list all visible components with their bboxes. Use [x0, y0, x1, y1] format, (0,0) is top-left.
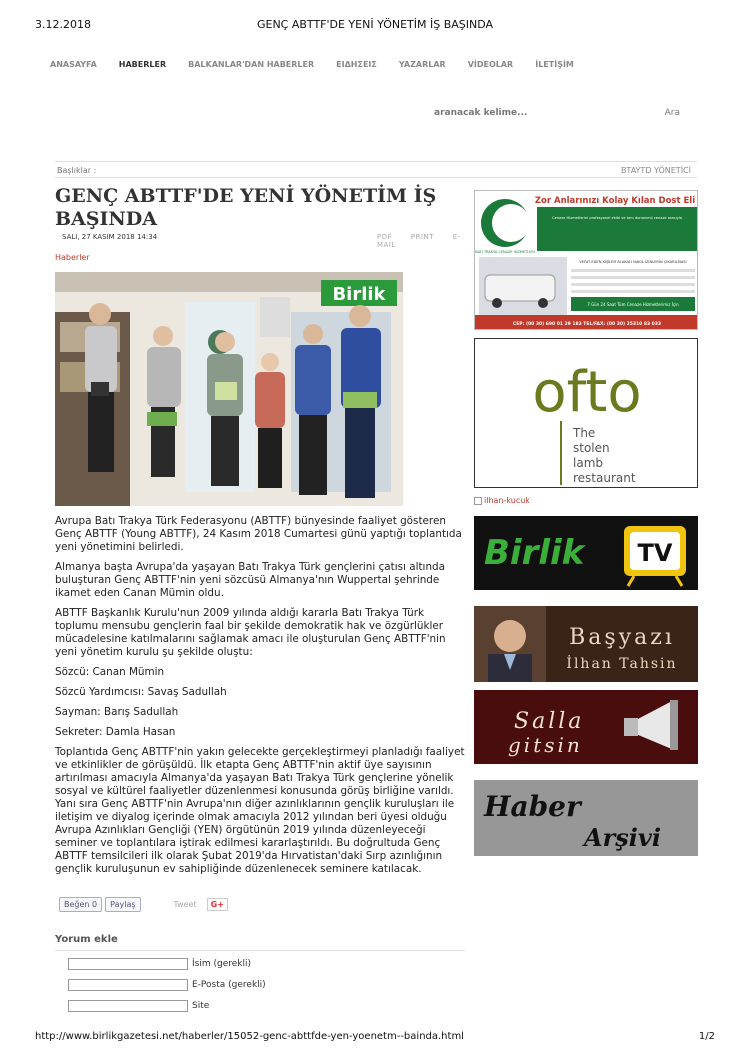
basyazi-author: İlhan Tahsin [566, 656, 678, 672]
site-label: Site [192, 1001, 210, 1011]
print-url: http://www.birlikgazetesi.net/haberler/15052-genc-abttfde-yen-yoenetm--bainda.html [35, 1031, 464, 1042]
person-3 [207, 332, 243, 486]
search-bar [434, 108, 694, 118]
ofto-line-4: restaurant [573, 471, 636, 485]
cenaze-text-1: Cenaze Hizmetlerini profesyonel ekibi ve tam donanımlı cenaze aracıyla [552, 216, 682, 220]
print-button[interactable]: PRINT [410, 233, 435, 241]
facebook-like-button[interactable]: Beğen 0 [59, 897, 102, 912]
arsiv-line-1: Haber [484, 790, 581, 823]
board-deputy-spokesperson: Sözcü Yardımcısı: Savaş Sadullah [55, 686, 227, 698]
cenaze-service: 7 Gün 24 Saat Tüm Cenaze Hizmetlerimiz İçin [587, 302, 679, 307]
board-secretary: Sekreter: Damla Hasan [55, 726, 176, 738]
ofto-restaurant-ad[interactable] [474, 338, 698, 488]
tv-brand: Birlik [484, 533, 585, 573]
cenaze-ad-banner[interactable] [474, 190, 698, 330]
photo-birlik-logo: Birlik [332, 284, 386, 305]
article-body [55, 515, 465, 883]
print-page-number: 1/2 [698, 1031, 715, 1042]
cenaze-headline: Zor Anlarınızı Kolay Kılan Dost Eli [534, 196, 696, 206]
comment-email-row [68, 979, 266, 991]
print-date: 3.12.2018 [35, 18, 91, 31]
basyazi-title: Başyazı [569, 625, 675, 650]
ofto-logo: ofto [532, 360, 642, 425]
search-button[interactable]: Ara [664, 108, 680, 118]
birlik-tv-banner[interactable] [474, 516, 698, 590]
tweet-button[interactable]: Tweet [173, 900, 197, 909]
search-input[interactable]: aranacak kelime... [434, 108, 528, 118]
ofto-line-3: lamb [573, 456, 603, 470]
headlines-bar [55, 161, 697, 178]
print-title: GENÇ ABTTF'DE YENİ YÖNETİM İŞ BAŞINDA [256, 18, 494, 31]
main-nav [50, 60, 596, 69]
google-plus-button[interactable]: G+ [207, 898, 228, 911]
article-paragraph: Toplantıda Genç ABTTF'nin yakın gelecekte gerçekleştirmeyi planladığı faaliyet ve etkinlikler de görüşüldü. İlk etapta Genç ABTTF'nin aktif üye sayısının artırılması amacıyla Almanya'da yaşayan Batı Trakya Türk gençlerine yönelik sosyal ve kültürel faaliyetler düzenlenmesi konusunda görüş birliğine varıldı. Yanı sıra Genç ABTTF'nin Avrupa'nın diğer azınlıklarının gençlik kuruluşları ile iletişim ve diyalog içerinde olmak amacıyla 2012 yılından beri üyesi olduğu Avrupa Azınlıkları Gençliği (YEN) örgütünün 2019 yılında düzenleyeceği seminer ve toplantılara iştirak edilmesi kararlaştırıldı. Bu doğrultuda Genç ABTTF temsilcileri ilk olarak Şubat 2019'da Hırvatistan'daki Sırp azınlığının gençlik kuruluşunun ev sahipliğinde düzenlenecek seminere katılacak. [55, 746, 465, 875]
group-photo-graphic [55, 272, 403, 506]
nav-yazarlar[interactable]: YAZARLAR [398, 60, 446, 69]
article-tools [377, 233, 462, 249]
article-paragraph: Almanya başta Avrupa'da yaşayan Batı Trakya Türk gençlerini çatısı altında buluşturan Genç ABTTF'nin yeni sözcüsü Almanya'nın Wuppertal şehrinde ikamet eden Canan Mümin oldu. [55, 561, 445, 599]
nav-balkanlar[interactable]: BALKANLAR'DAN HABERLER [188, 60, 315, 69]
email-input[interactable] [68, 979, 188, 991]
share-bar [59, 897, 228, 912]
comment-site-row [68, 1000, 209, 1012]
ilhan-kucuk-image[interactable] [474, 496, 530, 505]
ilhan-alt-text: ilhan-kucuk [484, 496, 530, 505]
article-title: GENÇ ABTTF'DE YENİ YÖNETİM İŞ BAŞINDA [55, 185, 437, 230]
salla-gitsin-banner[interactable] [474, 690, 698, 764]
email-label: E-Posta (gerekli) [192, 980, 266, 990]
basyazi-banner[interactable] [474, 606, 698, 682]
article-date: SALI, 27 KASIM 2018 14:34 [62, 233, 158, 241]
board-treasurer: Sayman: Barış Sadullah [55, 706, 179, 718]
nav-anasayfa[interactable]: ANASAYFA [50, 60, 97, 69]
article-paragraph: ABTTF Başkanlık Kurulu'nun 2009 yılında aldığı kararla Batı Trakya Türk toplumu mensubu gençlerin faal bir şekilde demokratik hak ve özgürlükler mücadelesine katılmalarını sağlamak amacı ile oluşturulan Genç ABTTF'nin yeni yönetim kurulu şu şekilde oluştu: [55, 607, 446, 658]
ofto-ad-graphic [475, 339, 698, 488]
site-input[interactable] [68, 1000, 188, 1012]
board-spokesperson: Sözcü: Canan Mümin [55, 666, 165, 678]
person-1 [85, 303, 117, 472]
person-4 [255, 353, 285, 488]
comment-title: Yorum ekle [55, 934, 465, 951]
article-photo [55, 272, 403, 506]
arsiv-line-2: Arşivi [584, 823, 661, 852]
article-category[interactable]: Haberler [55, 253, 90, 262]
broken-image-icon [474, 497, 482, 505]
cenaze-phone: CEP: (00 30) 690 01 29 183 TEL/FAX: (00 30) 25310 83 033 [512, 322, 662, 327]
email-button[interactable]: E-MAIL [377, 233, 461, 249]
article-paragraph: Avrupa Batı Trakya Türk Federasyonu (ABTTF) bünyesinde faaliyet gösteren Genç ABTTF (Young ABTTF), 24 Kasım 2018 Cumartesi günü yaptığı toplantıda yeni yönetimini belirledi. [55, 515, 462, 553]
cenaze-ad-graphic [475, 191, 698, 330]
salla-gitsin-graphic [474, 690, 698, 764]
name-label: İsim (gerekli) [192, 959, 251, 969]
basyazi-graphic [474, 606, 698, 682]
headlines-label: Başlıklar : [57, 166, 97, 175]
facebook-share-button[interactable]: Paylaş [105, 897, 140, 912]
pdf-button[interactable]: PDF [377, 233, 393, 241]
headlines-ticker[interactable]: BTAYTD YÖNETİCİ [620, 166, 691, 175]
person-5 [295, 324, 331, 495]
salla-line-2: gitsin [508, 733, 583, 757]
birlik-tv-graphic [474, 516, 698, 590]
cenaze-brand: BATI TRAKYA CENAZE HİZMETLERİ [475, 250, 535, 254]
haber-arsivi-banner[interactable] [474, 780, 698, 856]
ofto-line-2: stolen [573, 441, 610, 455]
tv-tag: TV [637, 539, 673, 567]
haber-arsivi-graphic [474, 780, 698, 856]
article-meta [62, 233, 462, 249]
person-6 [341, 305, 381, 498]
nav-iletisim[interactable]: İLETİŞİM [535, 60, 574, 69]
comment-name-row [68, 958, 251, 970]
name-input[interactable] [68, 958, 188, 970]
nav-haberler[interactable]: HABERLER [118, 60, 167, 69]
nav-eidiseis[interactable]: ΕΙΔΗΣΕΙΣ [336, 60, 377, 69]
salla-line-1: Salla [514, 709, 585, 734]
ofto-line-1: The [573, 426, 596, 440]
cenaze-text-2: VEFAT EDEN KİŞİLER ALAKALI NAKİL İZİNLERİN ÇIKARILMASI [579, 260, 687, 264]
nav-videolar[interactable]: VİDEOLAR [467, 60, 514, 69]
